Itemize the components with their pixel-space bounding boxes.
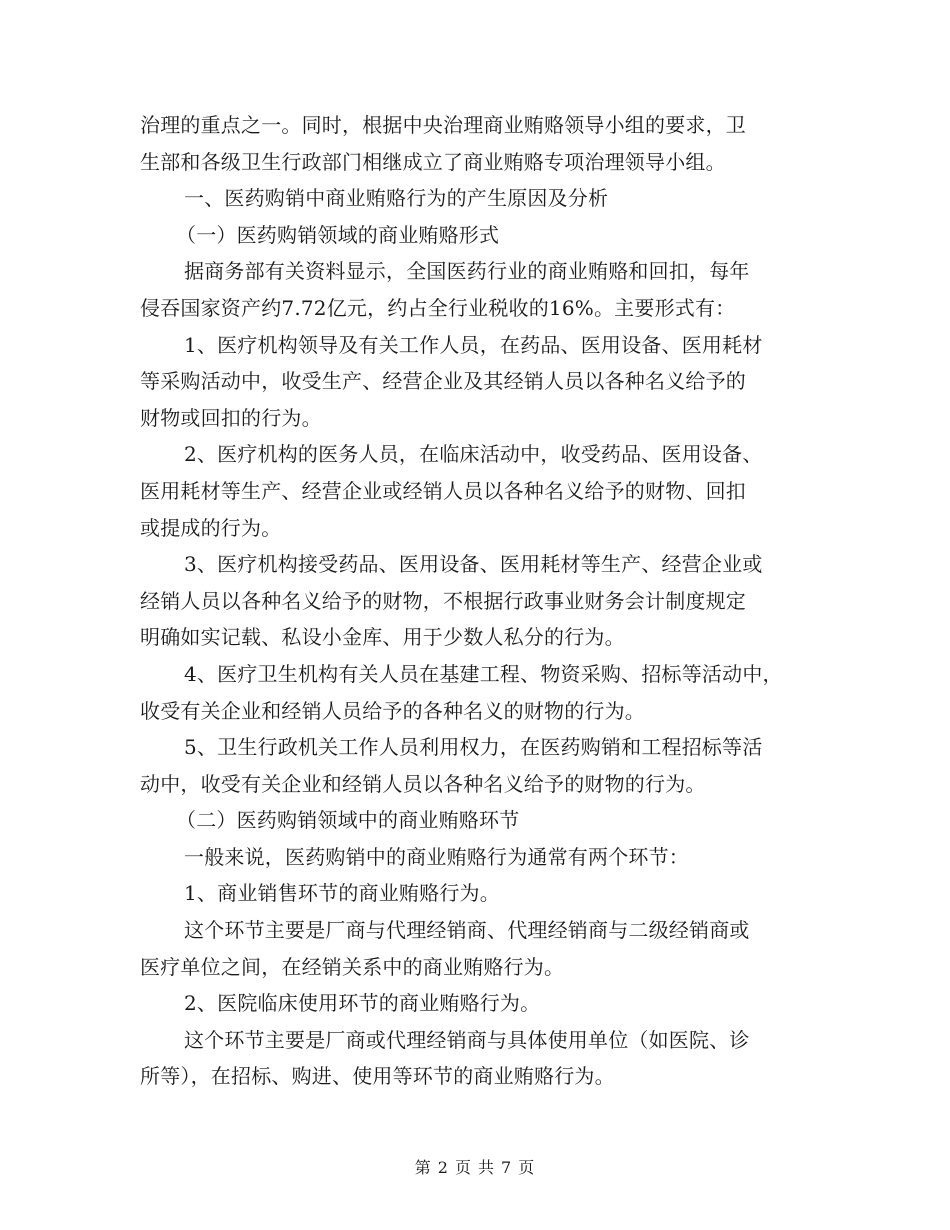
list-item-line: 4、医疗卫生机构有关人员在基建工程、物资采购、招标等活动中， [184,661,783,686]
footer-suffix: 页 [518,1158,536,1177]
list-item-line: 经销人员以各种名义给予的财物，不根据行政事业财务会计制度规定 [140,588,746,613]
paragraph-line: 治理的重点之一。同时，根据中央治理商业贿赂领导小组的要求，卫 [140,113,746,137]
list-item-line: 5、卫生行政机关工作人员利用权力，在医药购销和工程招标等活 [184,735,763,760]
document-body [140,107,820,1095]
paragraph-line: 所等），在招标、购进、使用等环节的商业贿赂行为。 [140,1064,615,1089]
paragraph-line: 侵吞国家资产约7.72亿元，约占全行业税收的16%。主要形式有： [140,295,736,320]
list-item-line: 明确如实记载、私设小金库、用于少数人私分的行为。 [140,625,625,650]
section-heading: 一、医药购销中商业贿赂行为的产生原因及分析 [184,186,609,211]
list-item-line: 收受有关企业和经销人员给予的各种名义的财物的行为。 [140,698,645,723]
list-item-line: 2、医院临床使用环节的商业贿赂行为。 [184,991,541,1016]
list-item-line: 医用耗材等生产、经营企业或经销人员以各种名义给予的财物、回扣 [140,478,746,503]
paragraph-line: 据商务部有关资料显示，全国医药行业的商业贿赂和回扣，每年 [184,259,750,284]
paragraph-line: 生部和各级卫生行政部门相继成立了商业贿赂专项治理领导小组。 [140,149,726,174]
paragraph-line: 医疗单位之间，在经销关系中的商业贿赂行为。 [140,954,565,979]
list-item-line: 1、商业销售环节的商业贿赂行为。 [184,881,500,906]
page-footer [0,1155,950,1178]
paragraph-line: 这个环节主要是厂商与代理经销商、代理经销商与二级经销商或 [184,918,750,943]
total-pages-number: 7 [501,1158,513,1177]
current-page-number: 2 [437,1158,449,1177]
footer-prefix: 第 [414,1158,432,1177]
paragraph-line: 一般来说，医药购销中的商业贿赂行为通常有两个环节： [184,844,689,869]
list-item-line: 1、医疗机构领导及有关工作人员，在药品、医用设备、医用耗材 [184,332,763,357]
footer-middle: 页 共 [454,1158,496,1177]
list-item-line: 2、医疗机构的医务人员，在临床活动中，收受药品、医用设备、 [184,442,763,467]
subsection-heading: （一）医药购销领域的商业贿赂形式 [176,222,500,247]
list-item-line: 动中，收受有关企业和经销人员以各种名义给予的财物的行为。 [140,771,706,796]
paragraph-line: 这个环节主要是厂商或代理经销商与具体使用单位（如医院、诊 [184,1027,750,1052]
list-item-line: 财物或回扣的行为。 [140,405,322,430]
list-item-line: 等采购活动中，收受生产、经营企业及其经销人员以各种名义给予的 [140,369,746,394]
subsection-heading: （二）医药购销领域中的商业贿赂环节 [176,808,520,833]
list-item-line: 3、医疗机构接受药品、医用设备、医用耗材等生产、经营企业或 [184,552,763,577]
list-item-line: 或提成的行为。 [140,515,282,540]
